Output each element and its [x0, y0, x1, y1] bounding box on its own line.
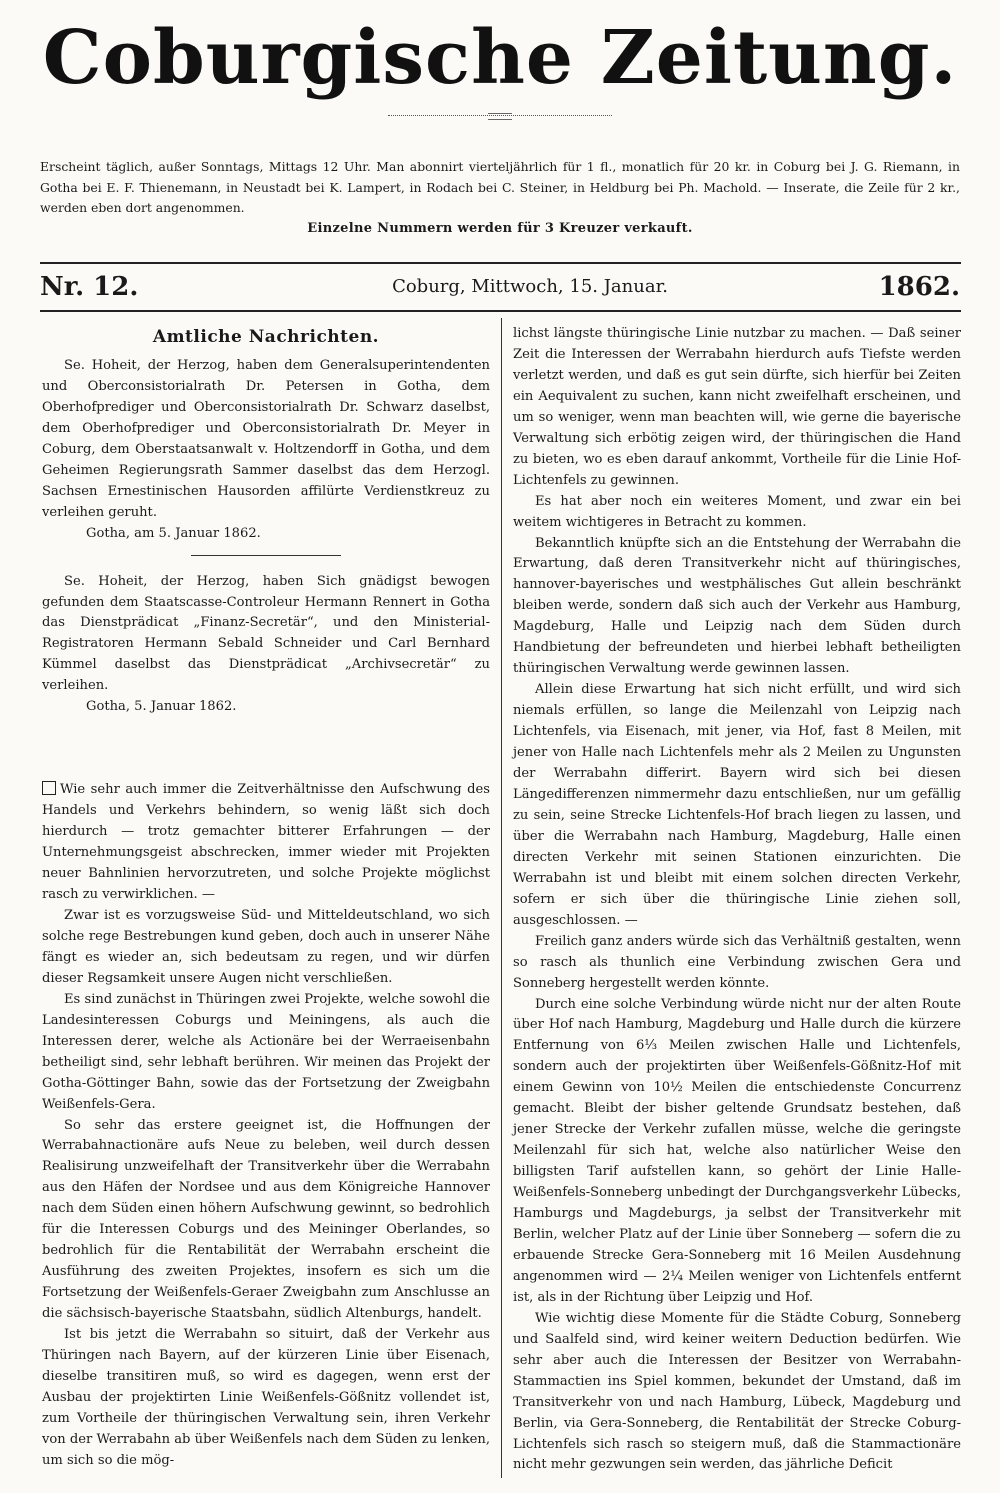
top-rule — [40, 262, 961, 264]
article-paragraph: Wie wichtig diese Momente für die Städte Coburg, Sonneberg und Saalfeld sind, wird keiner weitern Deduction bedürfen. Wie sehr aber auch die Interessen der Besitzer von Werrabahn-Stammactien ins Spiel kommen, bekundet der Umstand, daß im Transitverkehr von und nach Hamburg, Lübeck, Magdeburg und Berlin, via Gera-Sonneberg, die Rentabilität der Strecke Coburg-Lichtenfels sich rasch so steigern muß, daß die Stammactionäre nicht mehr gezwungen sein werden, das jährliche Deficit — [513, 1310, 961, 1473]
subscription-notice — [40, 157, 960, 239]
single-copy-price: Einzelne Nummern werden für 3 Kreuzer verkauft. — [307, 220, 693, 236]
article-mark-icon — [42, 781, 56, 795]
masthead-ornament — [388, 115, 612, 116]
issue-year: 1862. — [878, 272, 960, 302]
article-paragraph: Ist bis jetzt die Werrabahn so situirt, daß der Verkehr aus Thüringen nach Bayern, auf der kürzeren Linie über Eisenach, dieselbe transitiren muß, so wird es dagegen, wenn erst der Ausbau der projektirten Linie Weißenfels-Gößnitz vollendet ist, zum Vortheile der thüringischen Verwaltung sein, ihren Verkehr von der Werrabahn ab über Weißenfels nach dem Süden zu lenken, um sich so die mög- — [42, 1327, 490, 1468]
section-gap — [42, 718, 490, 780]
masthead-title: Coburgische Zeitung. — [42, 15, 958, 101]
notice-1-signature: Gotha, am 5. Januar 1862. — [86, 525, 261, 541]
left-column — [42, 320, 490, 1472]
bottom-rule — [40, 310, 961, 312]
article-paragraph: Allein diese Erwartung hat sich nicht erfüllt, und wird sich niemals erfüllen, so lange die Meilenzahl von Leipzig nach Lichtenfels, via Eisenach, mit jener, via Hof, fast 8 Meilen, mit jener von Halle nach Lichtenfels mehr als 2 Meilen zu Ungunsten der Werrabahn differirt. Bayern wird sich bei diesen Längedifferenzen nimmermehr dazu entschließen, nur um gefällig zu sein, seine Strecke Lichtenfels-Hof brach liegen zu lassen, und über die Werrabahn nach Hamburg, Magdeburg, Halle einen directen Verkehr mit seinen Stationen einzurichten. Die Werrabahn ist und bleibt mit einem solchen directen Verkehr, sofern er sich über die thüringische Linie ziehen soll, ausgeschlossen. — — [513, 682, 961, 928]
notice-2-signature: Gotha, 5. Januar 1862. — [86, 699, 237, 715]
issue-dateline: Coburg, Mittwoch, 15. Januar. — [392, 276, 668, 297]
article-paragraph: So sehr das erstere geeignet ist, die Hoffnungen der Werrabahnactionäre aufs Neue zu beleben, weil durch dessen Realisirung unzweifelhaft der Transitverkehr über die Werrabahn aus den Häfen der Nordsee und aus dem Königreiche Hannover nach dem Süden einen höhern Aufschwung gewinnt, so bedrohlich für die Interessen Coburgs und des Meininger Oberlandes, so bedrohlich für die Rentabilität der Werrabahn erscheint die Ausführung des zweiten Projektes, insofern es sich um die Fortsetzung der Weißenfels-Geraer Zweigbahn zum Anschlusse an die sächsisch-bayerische Staatsbahn, südlich Altenburgs, handelt. — [42, 1117, 490, 1322]
article-paragraph: Freilich ganz anders würde sich das Verhältniß gestalten, wenn so rasch als thunlich eine Verbindung zwischen Gera und Sonneberg hergestellt werden könnte. — [513, 933, 961, 991]
issue-bar — [40, 270, 960, 304]
column-divider — [501, 318, 502, 1478]
official-notice-1: Se. Hoheit, der Herzog, haben dem Generalsuperintendenten und Oberconsistorialrath Dr. Petersen in Gotha, dem Oberhofprediger und Oberconsistorialrath Dr. Schwarz daselbst, dem Oberhofprediger und Oberconsistorialrath Dr. Meyer in Coburg, dem Oberstaatsanwalt v. Holtzendorff in Gotha, und dem Geheimen Regierungsrath Sammer daselbst das dem Herzogl. Sachsen Ernestinischen Hausorden affilürte Verdienstkreuz zu verleihen geruht. — [42, 358, 490, 520]
issue-number: Nr. 12. — [40, 272, 139, 302]
right-column — [513, 324, 961, 1476]
article-paragraph: Es sind zunächst in Thüringen zwei Projekte, welche sowohl die Landesinteressen Coburgs und Meiningens, als auch die Interessen derer, welche als Actionäre bei der Werraeisenbahn betheiligt sind, sehr lebhaft berühren. Wir meinen das Projekt der Gotha-Göttinger Bahn, sowie das der Fortsetzung der Zweigbahn Weißenfels-Gera. — [42, 991, 490, 1112]
official-notice-2: Se. Hoheit, der Herzog, haben Sich gnädigst bewogen gefunden dem Staatscasse-Controleur Hermann Rennert in Gotha das Dienstprädicat „Finanz-Secretär“, und den Ministerial-Registratoren Hermann Sebald Schneider und Carl Bernhard Kümmel daselbst das Dienstprädicat „Archivsecretär“ zu verleihen. — [42, 573, 490, 694]
subscription-text: Erscheint täglich, außer Sonntags, Mittags 12 Uhr. Man abonnirt vierteljährlich für 1 fl., monatlich für 20 kr. in Coburg bei J. G. Riemann, in Gotha bei E. F. Thienemann, in Neustadt bei K. Lampert, in Rodach bei C. Steiner, in Heldburg bei Ph. Machold. — Inserate, die Zeile für 2 kr., werden eben dort angenommen. — [40, 159, 960, 215]
article-paragraph: Durch eine solche Verbindung würde nicht nur der alten Route über Hof nach Hamburg, Magdeburg und Halle durch die kürzere Entfernung von 6⅓ Meilen zwischen Halle und Lichtenfels, sondern auch der projektirten über Weißenfels-Gößnitz-Hof mit einem Gewinn von 10½ Meilen die entschiedenste Concurrenz gemacht. Bleibt der bisher geltende Grundsatz bestehen, daß jener Strecke der Verkehr zufallen müsse, welche die geringste Meilenzahl für sich hat, welche also natürlicher Weise den billigsten Tarif aufstellen kann, so gehört der Linie Halle-Weißenfels-Sonneberg unbedingt der Durchgangsverkehr Lübecks, Hamburgs und Magdeburgs, ja selbst der Transitverkehr mit Berlin, welcher Platz auf der Linie über Sonneberg — sofern die zu erbauende Strecke Gera-Sonneberg mit 16 Meilen Ausdehnung angenommen wird — 2¼ Meilen weniger von Lichtenfels entfernt ist, als in der Richtung über Leipzig und Hof. — [513, 996, 961, 1305]
article-paragraph — [42, 780, 490, 906]
section-separator — [191, 555, 341, 556]
section-heading: Amtliche Nachrichten. — [152, 327, 380, 347]
article-paragraph: Es hat aber noch ein weiteres Moment, und zwar ein bei weitem wichtigeres in Betracht zu kommen. — [513, 493, 961, 530]
article-paragraph: lichst längste thüringische Linie nutzbar zu machen. — Daß seiner Zeit die Interessen der Werrabahn hierdurch aufs Tiefste werden verletzt werden, und daß es gut sein dürfte, sich hierfür bei Zeiten ein Aequivalent zu suchen, kann nicht zweifelhaft erscheinen, und um so weniger, wenn man beachten will, wie gerne die bayerische Verwaltung sich erbötig zeigen wird, der thüringischen die Hand zu bieten, wo es eben darauf ankommt, Vortheile für die Linie Hof-Lichtenfels zu gewinnen. — [513, 326, 961, 488]
article-paragraph: Bekanntlich knüpfte sich an die Entstehung der Werrabahn die Erwartung, daß deren Transitverkehr nicht auf thüringisches, hannover-bayerisches und westphälisches Gut allein beschränkt bleiben werde, sondern daß sich auch der Verkehr aus Hamburg, Magdeburg, Halle und Leipzig nach dem Süden durch Handbietung der befreundeten und hierbei lebhaft betheiligten thüringischen Verwaltung werde gewinnen lassen. — [513, 535, 961, 677]
article-paragraph: Zwar ist es vorzugsweise Süd- und Mitteldeutschland, wo sich solche rege Bestrebungen kund geben, doch auch in unserer Nähe fängt es wieder an, sich bedeutsam zu regen, und wir dürfen dieser Regsamkeit unsere Augen nicht verschließen. — [42, 907, 490, 986]
article-paragraph-text: Wie sehr auch immer die Zeitverhältnisse den Aufschwung des Handels und Verkehrs behindern, so wenig läßt sich doch hierdurch — trotz gemachter bitterer Erfahrungen — der Unternehmungsgeist abschrecken, immer wieder mit Projekten neuer Bahnlinien hervorzutreten, und solche Projekte möglichst rasch zu verwirklichen. — — [42, 782, 490, 903]
